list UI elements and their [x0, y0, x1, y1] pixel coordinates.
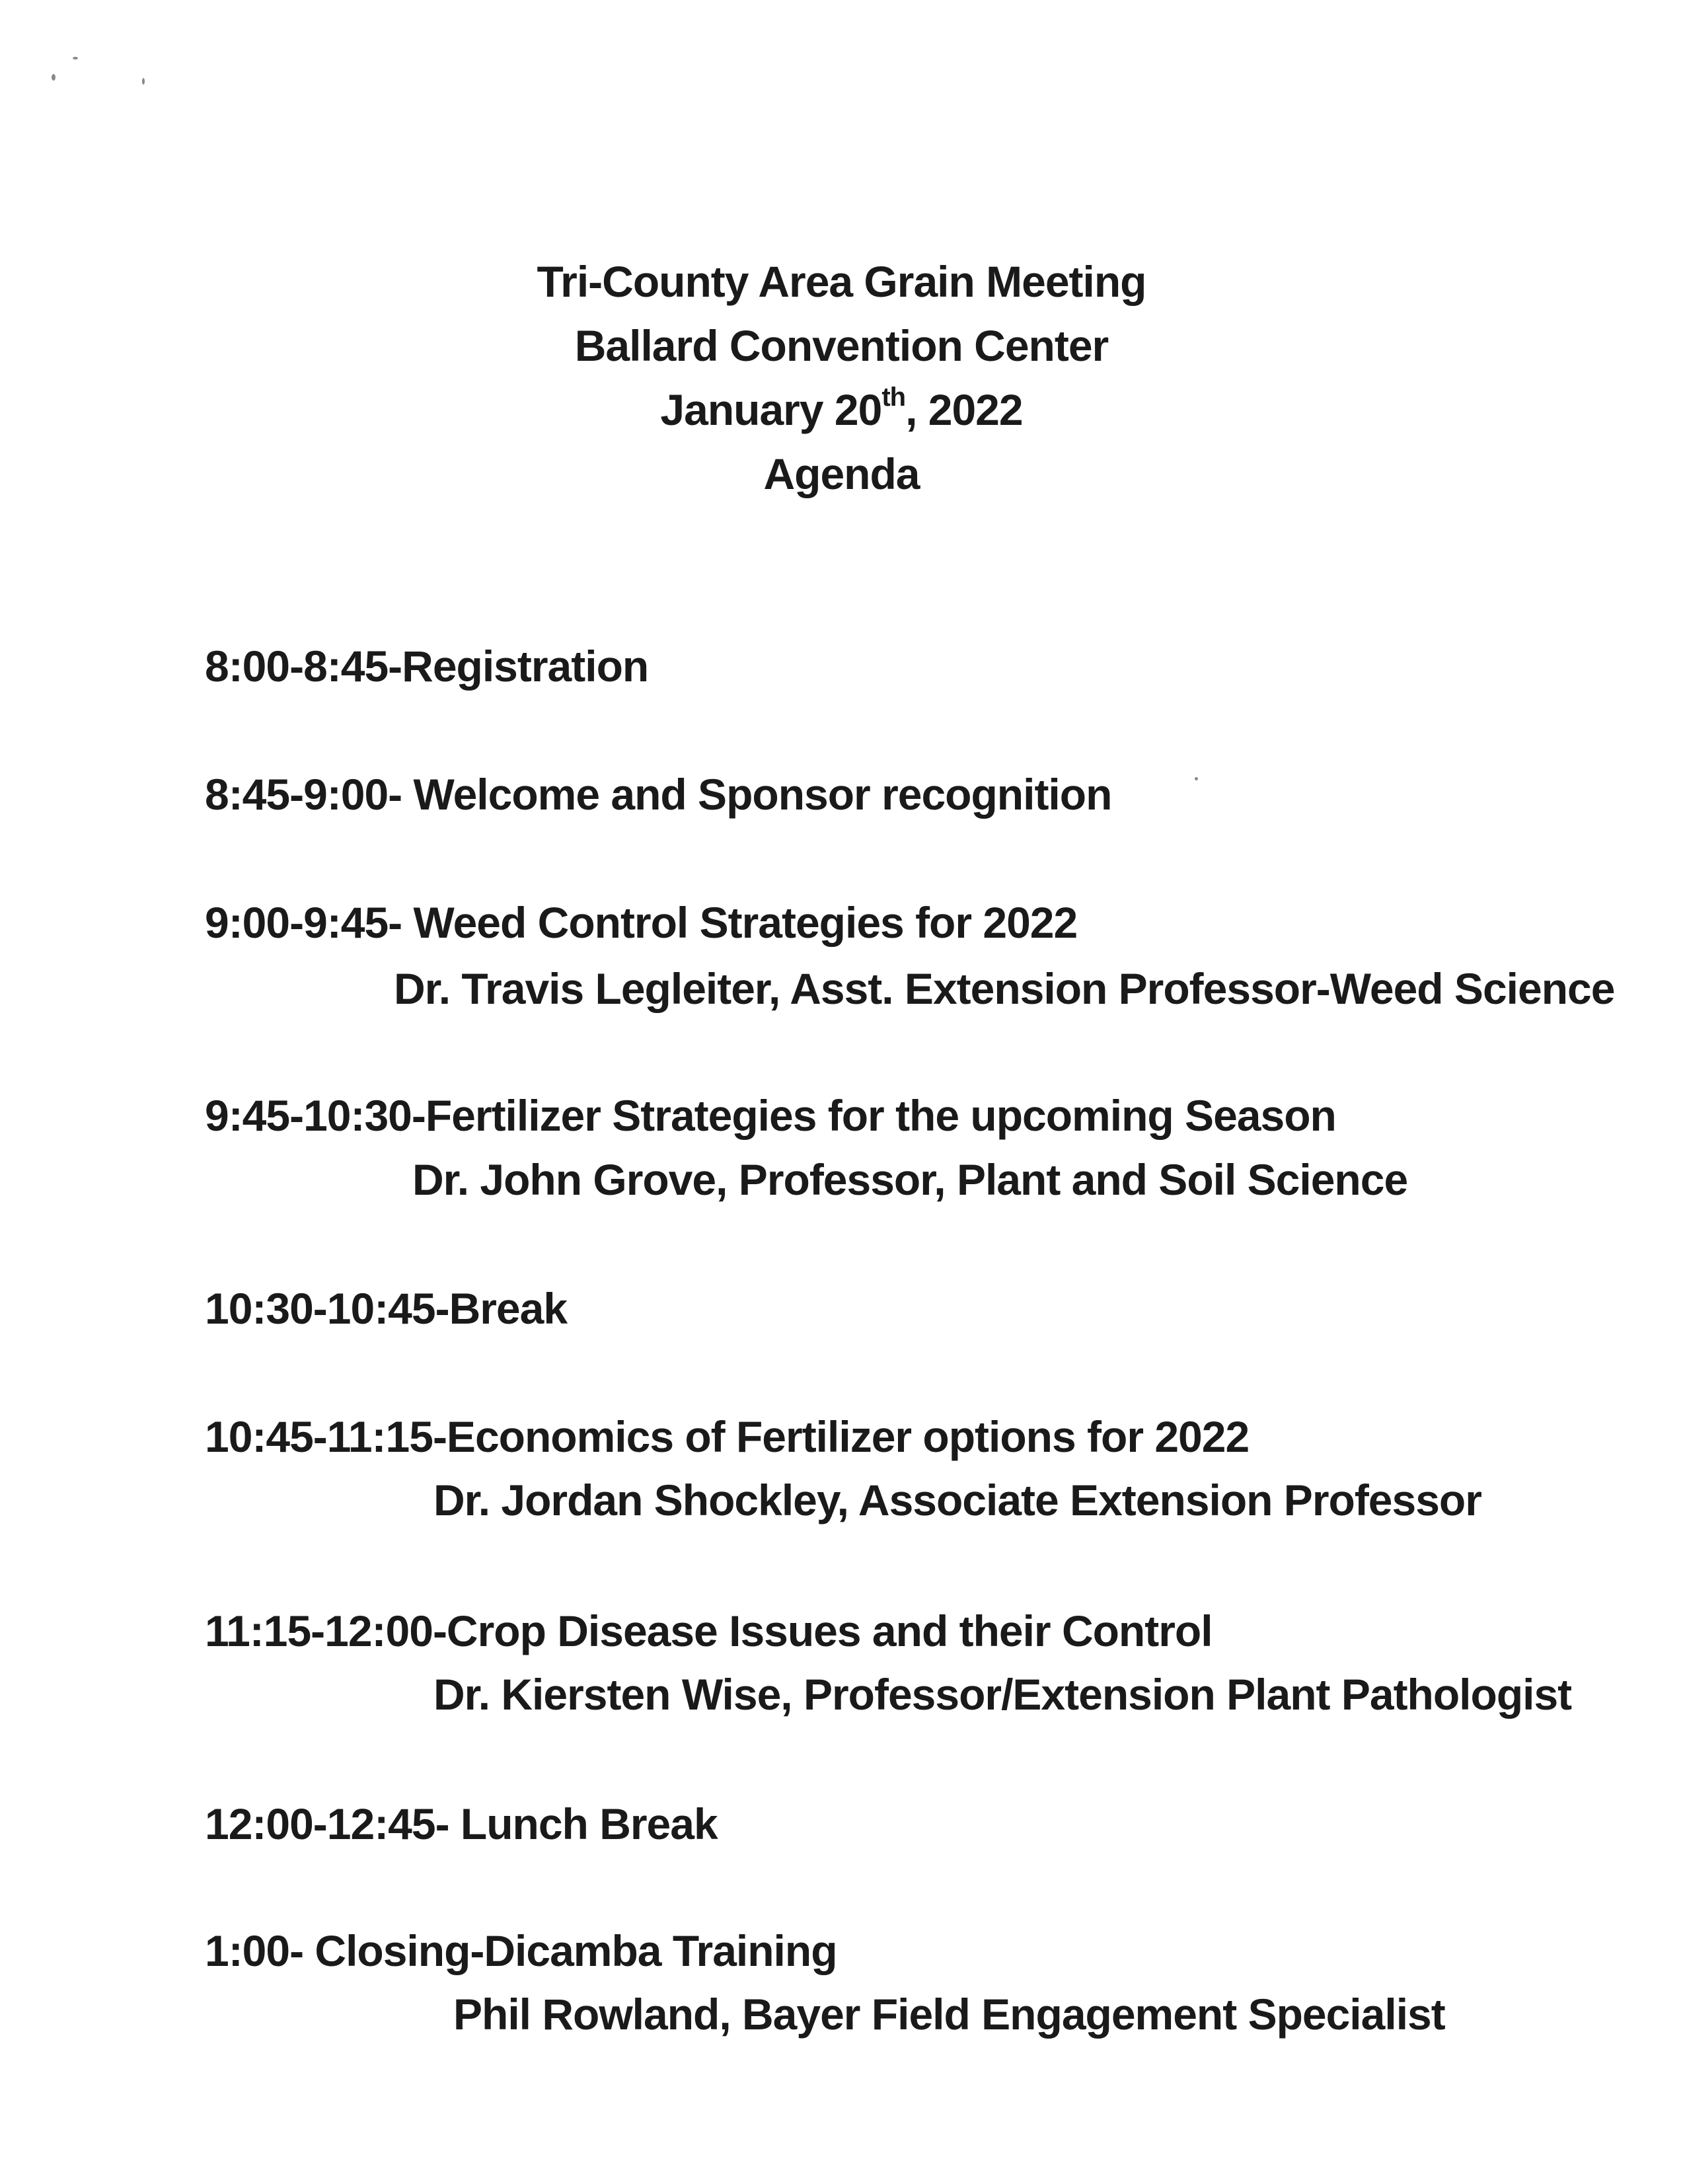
meeting-date	[0, 378, 1683, 442]
date-year: , 2022	[905, 385, 1023, 434]
agenda-item-lunch: 12:00-12:45- Lunch Break	[205, 1799, 718, 1848]
agenda-heading: Agenda	[763, 449, 920, 498]
agenda-item-fertilizer: 9:45-10:30-Fertilizer Strategies for the upcoming Season	[205, 1091, 1336, 1140]
agenda-item-welcome: 8:45-9:00- Welcome and Sponsor recognition	[205, 770, 1112, 819]
agenda-item-economics: 10:45-11:15-Economics of Fertilizer options for 2022	[205, 1412, 1250, 1461]
meeting-title: Tri-County Area Grain Meeting	[537, 257, 1146, 306]
speaker-grove: Dr. John Grove, Professor, Plant and Soil Science	[412, 1155, 1408, 1204]
agenda-item-crop-disease: 11:15-12:00-Crop Disease Issues and their Control	[205, 1606, 1213, 1655]
speaker-rowland: Phil Rowland, Bayer Field Engagement Specialist	[453, 1990, 1445, 2039]
date-ordinal: th	[881, 383, 906, 412]
scan-speck	[142, 78, 145, 85]
scan-speck	[52, 74, 56, 81]
scan-speck	[1195, 777, 1198, 780]
agenda-item-closing: 1:00- Closing-Dicamba Training	[205, 1926, 837, 1975]
meeting-venue: Ballard Convention Center	[574, 321, 1109, 370]
date-text: January 20	[660, 385, 882, 434]
scan-speck	[73, 57, 78, 59]
agenda-item-break: 10:30-10:45-Break	[205, 1284, 568, 1333]
speaker-legleiter: Dr. Travis Legleiter, Asst. Extension Professor-Weed Science	[394, 964, 1615, 1013]
speaker-wise: Dr. Kiersten Wise, Professor/Extension Plant Pathologist	[433, 1670, 1572, 1719]
agenda-item-registration: 8:00-8:45-Registration	[205, 642, 649, 691]
agenda-item-weed-control: 9:00-9:45- Weed Control Strategies for 2022	[205, 898, 1078, 947]
meeting-header	[0, 250, 1683, 506]
speaker-shockley: Dr. Jordan Shockley, Associate Extension Professor	[433, 1476, 1481, 1525]
